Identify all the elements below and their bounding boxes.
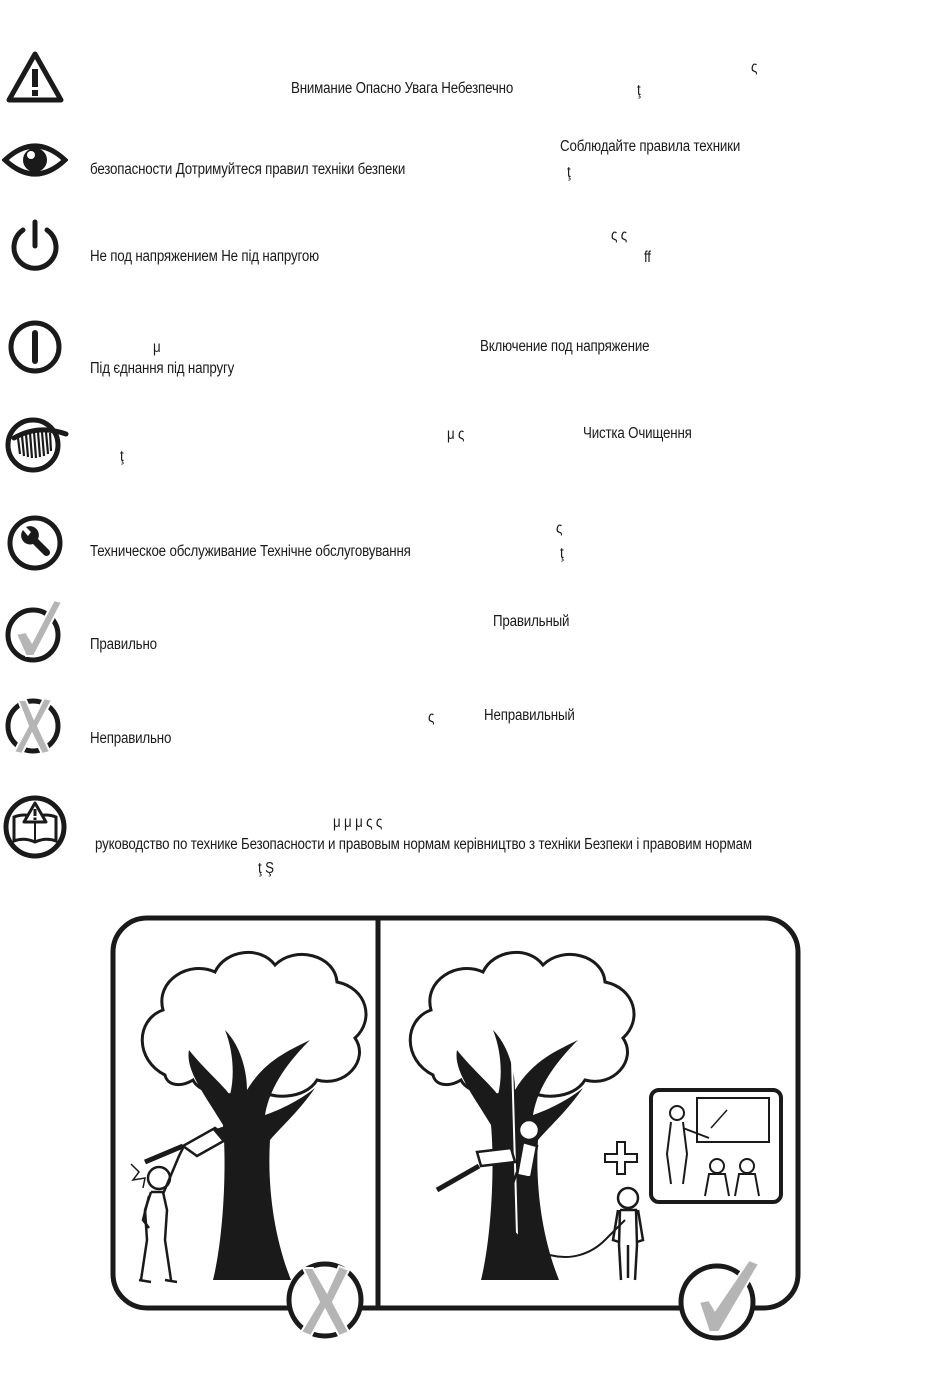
correct-text-1: Правильный [493,613,570,630]
manual-mark-1: μ μ μ ς ς [333,814,383,831]
incorrect-text-2: Неправильно [90,730,172,747]
safety-rules-text-2: безопасности Дотримуйтеся правил техніки безпеки [90,161,406,178]
power-off-mark-1: ς ς [611,227,628,244]
warning-text: Внимание Опасно Увага Небезпечно [291,80,514,97]
tree-felling-illustration [105,910,805,1355]
power-on-mark: μ [153,339,161,356]
incorrect-badge-icon [289,1264,361,1336]
brush-cleaning-icon [4,414,70,474]
warning-mark-1: ς [751,59,758,76]
safety-rules-mark: ţ [567,164,571,181]
cleaning-mark-2: ţ [120,448,124,465]
power-on-text-2: Під єднання під напругу [90,360,235,377]
power-on-text-1: Включение под напряжение [480,338,650,355]
wrench-icon [6,514,64,572]
cleaning-text: Чистка Очищення [583,425,692,442]
cleaning-mark-1: μ ς [447,426,465,443]
manual-text: руководство по технике Безопасности и правовым нормам керівництво з техніки Безпеки і правовим нормам [95,836,752,853]
eye-icon [2,138,68,182]
cross-mark-icon [4,694,66,758]
power-off-text: Не под напряжением Не під напругою [90,248,319,265]
power-on-icon [6,318,64,376]
power-off-mark-2: ff [644,249,651,266]
incorrect-mark: ς [428,709,435,726]
check-mark-icon [4,598,66,668]
manual-book-icon [2,795,68,859]
maintenance-text: Техническое обслуживание Технічне обслуговування [90,543,411,560]
warning-triangle-icon [6,50,64,104]
warning-mark-2: ţ [637,82,641,99]
correct-text-2: Правильно [90,636,157,653]
safety-rules-text-1: Соблюдайте правила техники [560,138,741,155]
maintenance-mark-1: ς [556,520,563,537]
manual-mark-2: ţ Ş [258,860,274,877]
maintenance-mark-2: ţ [560,545,564,562]
training-board [651,1090,781,1202]
tree-crown-left [142,952,366,1096]
power-off-icon [6,218,64,276]
incorrect-text-1: Неправильный [484,707,575,724]
tree-crown-right [410,952,634,1096]
